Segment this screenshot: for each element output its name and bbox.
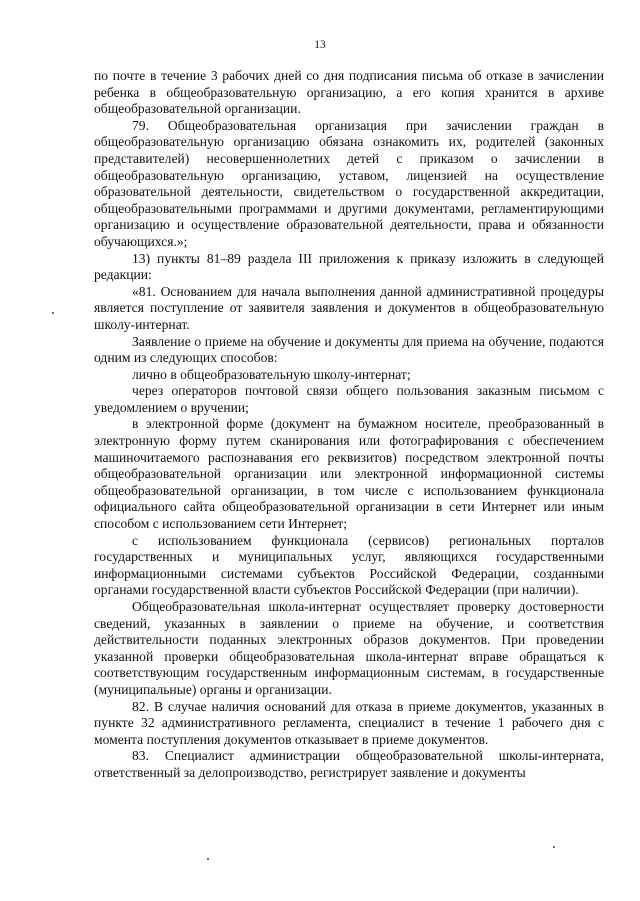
paragraph-item-82: 82. В случае наличия оснований для отказа в приеме документов, указанных в пункте 32 административного регламента, специалист в течение 1 рабочего дня с момента поступления документов отказывает в приеме документов. bbox=[94, 698, 604, 747]
document-body bbox=[94, 68, 604, 782]
paragraph-method-electronic: в электронной форме (документ на бумажном носителе, преобразованный в электронную форму путем сканирования или фотографирования с обеспечением машиночитаемого распознавания его реквизитов) посредством электронной почты общеобразовательной организации или электронной информационной системы общеобразовательной организации, в том числе с использованием функционала официального сайта общеобразовательной организации в сети Интернет или иным способом с использованием сети Интернет; bbox=[94, 416, 604, 532]
scan-speck bbox=[52, 312, 54, 314]
paragraph-method-post: через операторов почтовой связи общего пользования заказным письмом с уведомлением о вручении; bbox=[94, 383, 604, 415]
paragraph-continuation: по почте в течение 3 рабочих дней со дня подписания письма об отказе в зачислении ребенка в общеобразовательную организацию, а его копия хранится в архиве общеобразовательной организации. bbox=[94, 68, 604, 117]
paragraph-submission-methods: Заявление о приеме на обучение и документы для приема на обучение, подаются одним из следующих способов: bbox=[94, 333, 604, 366]
paragraph-item-79: 79. Общеобразовательная организация при зачислении граждан в общеобразовательную организацию обязана ознакомить их, родителей (законных представителей) несовершеннолетних детей с приказом о зачислении в общеобразовательную организацию, уставом, лицензией на осуществление образовательной деятельности, свидетельством о государственной аккредитации, общеобразовательными программами и другими документами, регламентирующими организацию и осуществление образовательной деятельности, права и обязанности обучающихся.»; bbox=[94, 117, 604, 249]
scan-speck bbox=[207, 858, 209, 860]
paragraph-verification: Общеобразовательная школа-интернат осуществляет проверку достоверности сведений, указанных в заявлении о приеме на обучение, и соответствия действительности поданных электронных образов документов. При проведении указанной проверки общеобразовательная школа-интернат вправе обращаться к соответствующим государственным информационным системам, в государственные (муниципальные) органы и организации. bbox=[94, 599, 604, 697]
paragraph-method-in-person: лично в общеобразовательную школу-интернат; bbox=[132, 366, 411, 382]
scan-speck bbox=[553, 846, 555, 848]
page-number: 13 bbox=[314, 39, 326, 51]
paragraph-method-portals: с использованием функционала (сервисов) региональных порталов государственных и муниципальных услуг, являющихся государственными информационными системами субъектов Российской Федерации, созданными органами государственной власти субъектов Российской Федерации (при наличии). bbox=[94, 532, 604, 598]
paragraph-item-81: «81. Основанием для начала выполнения данной административной процедуры является поступление от заявителя заявления и документов в общеобразовательную школу-интернат. bbox=[94, 283, 604, 332]
paragraph-amendment-13: 13) пункты 81–89 раздела III приложения к приказу изложить в следующей редакции: bbox=[94, 250, 604, 283]
paragraph-item-83: 83. Специалист администрации общеобразовательной школы-интерната, ответственный за делопроизводство, регистрирует заявление и документы bbox=[94, 748, 604, 780]
